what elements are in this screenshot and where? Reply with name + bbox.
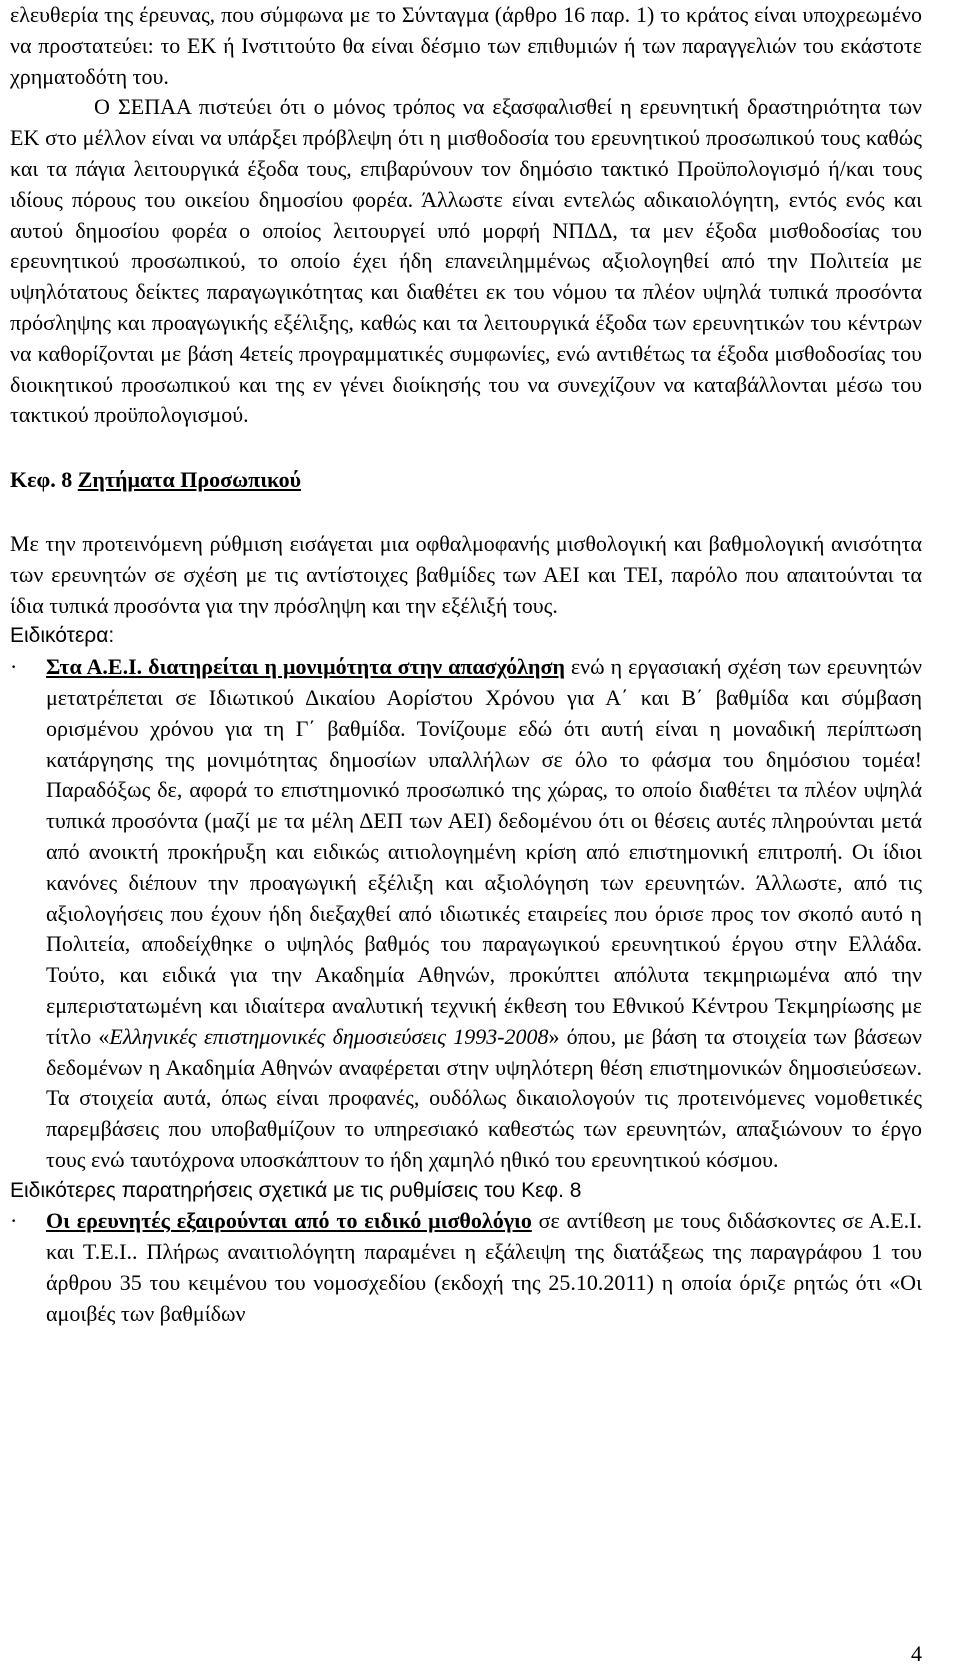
report-title: Ελληνικές επιστημονικές δημοσιεύσεις 1993-2008 [109,1023,549,1049]
document-page [10,0,922,1330]
bullet-icon: · [10,654,18,680]
heading-chapter: Κεφ. 8 [10,467,78,493]
bullet-item-tenure [10,652,922,1176]
page-number: 4 [911,1641,922,1667]
heading-title: Ζητήματα Προσωπικού [77,467,302,493]
label-specifically: Ειδικότερα: [10,624,115,648]
bullet-item-salary [10,1206,922,1329]
paragraph-continued: ελευθερία της έρευνας, που σύμφωνα με το Σύνταγμα (άρθρο 16 παρ. 1) το κράτος είναι υποχρεωμένο να προστατεύει: το ΕΚ ή Ινστιτούτο θα είναι δέσμιο των επιθυμιών ή των παραγγελιών του εκάστοτε χρηματοδότη του. [10,2,922,89]
bullet-text-cont: » όπου, με βάση τα στοιχεία των βάσεων δεδομένων η Ακαδημία Αθηνών αναφέρεται στην υψηλότερη θέση επιστημονικών δημοσιεύσεων. Τα στοιχεία αυτά, όπως είναι προφανές, ουδόλως δικαιολογούν τις προτεινόμενες νομοθετικές παρεμβάσεις που υποβαθμίζουν το υπηρεσιακό καθεστώς των ερευνητών, απαξιώνουν το έργο τους ενώ ταυτόχρονα υποσκάπτουν το ήδη χαμηλό ηθικό του ερευνητικού κόσμου. [46,1023,922,1172]
bullet-bold-text: Στα Α.Ε.Ι. διατηρείται η μονιμότητα στην απασχόληση [46,654,565,680]
bullet-text: σε αντίθεση με τους διδάσκοντες σε Α.Ε.Ι. και Τ.Ε.Ι.. Πλήρως αναιτιολόγητη παραμένει η εξάλειψη της διατάξεως της παραγράφου 1 του άρθρου 35 του κειμένου του νομοσχεδίου (εκδοχή της 25.10.2011) η οποία όριζε ρητώς ότι «Οι αμοιβές των βαθμίδων [46,1208,922,1326]
bullet-bold-text: Οι ερευνητές εξαιρούνται από το ειδικό μισθολόγιο [46,1208,532,1234]
paragraph-inequality: Με την προτεινόμενη ρύθμιση εισάγεται μια οφθαλμοφανής μισθολογική και βαθμολογική ανισότητα των ερευνητών σε σχέση με τις αντίστοιχες βαθμίδες των ΑΕΙ και ΤΕΙ, παρόλο που απαιτούνται τα ίδια τυπικά προσόντα για την πρόσληψη και την εξέλιξή τους. [10,530,922,618]
label-remarks: Ειδικότερες παρατηρήσεις σχετικά με τις ρυθμίσεις του Κεφ. 8 [10,1178,582,1202]
bullet-text: ενώ η εργασιακή σχέση των ερευνητών μετατρέπεται σε Ιδιωτικού Δικαίου Αορίστου Χρόνου για Α΄ και Β΄ βαθμίδα και σύμβαση ορισμένου χρόνου για τη Γ΄ βαθμίδα. Τονίζουμε εδώ ότι αυτή είναι η μοναδική περίπτωση κατάργησης της μονιμότητας δημοσίων υπαλλήλων σε όλο το φάσμα του δημόσιου τομέα! Παραδόξως δε, αφορά το επιστημονικό προσωπικό της χώρας, το οποίο διαθέτει τα πλέον υψηλά τυπικά προσόντα (μαζί με τα μέλη ΔΕΠ των ΑΕΙ) δεδομένου ότι οι θέσεις αυτές πληρούνται μετά από ανοικτή προκήρυξη και ειδικώς αιτιολογημένη κρίση από επιστημονική επιτροπή. Οι ίδιοι κανόνες διέπουν την προαγωγική εξέλιξη και αξιολόγηση των ερευνητών. Άλλωστε, από τις αξιολογήσεις που έχουν ήδη διεξαχθεί από ιδιωτικές εταιρείες που όρισε προς τον σκοπό αυτό η Πολιτεία, αποδείχθηκε ο υψηλός βαθμός του παραγωγικού ερευνητικού έργου στην Ελλάδα. Τούτο, και ειδικά για την Ακαδημία Αθηνών, προκύπτει απόλυτα τεκμηριωμένα από την εμπεριστατωμένη και ιδιαίτερα αναλυτική τεχνική έκθεση του Εθνικού Κέντρου Τεκμηρίωσης με τίτλο « [46,654,922,1049]
bullet-icon: · [10,1208,18,1234]
paragraph-sepaa: Ο ΣΕΠΑΑ πιστεύει ότι ο μόνος τρόπος να εξασφαλισθεί η ερευνητική δραστηριότητα των ΕΚ στο μέλλον είναι να υπάρξει πρόβλεψη ότι η μισθοδοσία του ερευνητικού προσωπικού τους καθώς και τα πάγια λειτουργικά έξοδα τους, επιβαρύνουν τον δημόσιο τακτικό Προϋπολογισμό ή/και τους ιδίους πόρους του οικείου δημοσίου φορέα. Άλλωστε είναι εντελώς αδικαιολόγητη, εντός ενός και αυτού δημοσίου φορέα ο οποίος λειτουργεί υπό μορφή ΝΠΔΔ, τα μεν έξοδα μισθοδοσίας του ερευνητικού προσωπικού, το οποίο έχει ήδη επανειλημμένως αξιολογηθεί από την Πολιτεία με υψηλότατους δείκτες παραγωγικότητας και διαθέτει εκ του νόμου τα πλέον υψηλά τυπικά προσόντα πρόσληψης και προαγωγικής εξέλιξης, καθώς και τα λειτουργικά έξοδα των ερευνητικών του κέντρων να καθορίζονται με βάση 4ετείς προγραμματικές συμφωνίες, ενώ αντιθέτως τα έξοδα μισθοδοσίας του διοικητικού προσωπικού και της εν γένει διοίκησής του να συνεχίζουν να καταβάλλονται μέσω του τακτικού προϋπολογισμού. [10,94,922,428]
section-heading [10,465,922,496]
